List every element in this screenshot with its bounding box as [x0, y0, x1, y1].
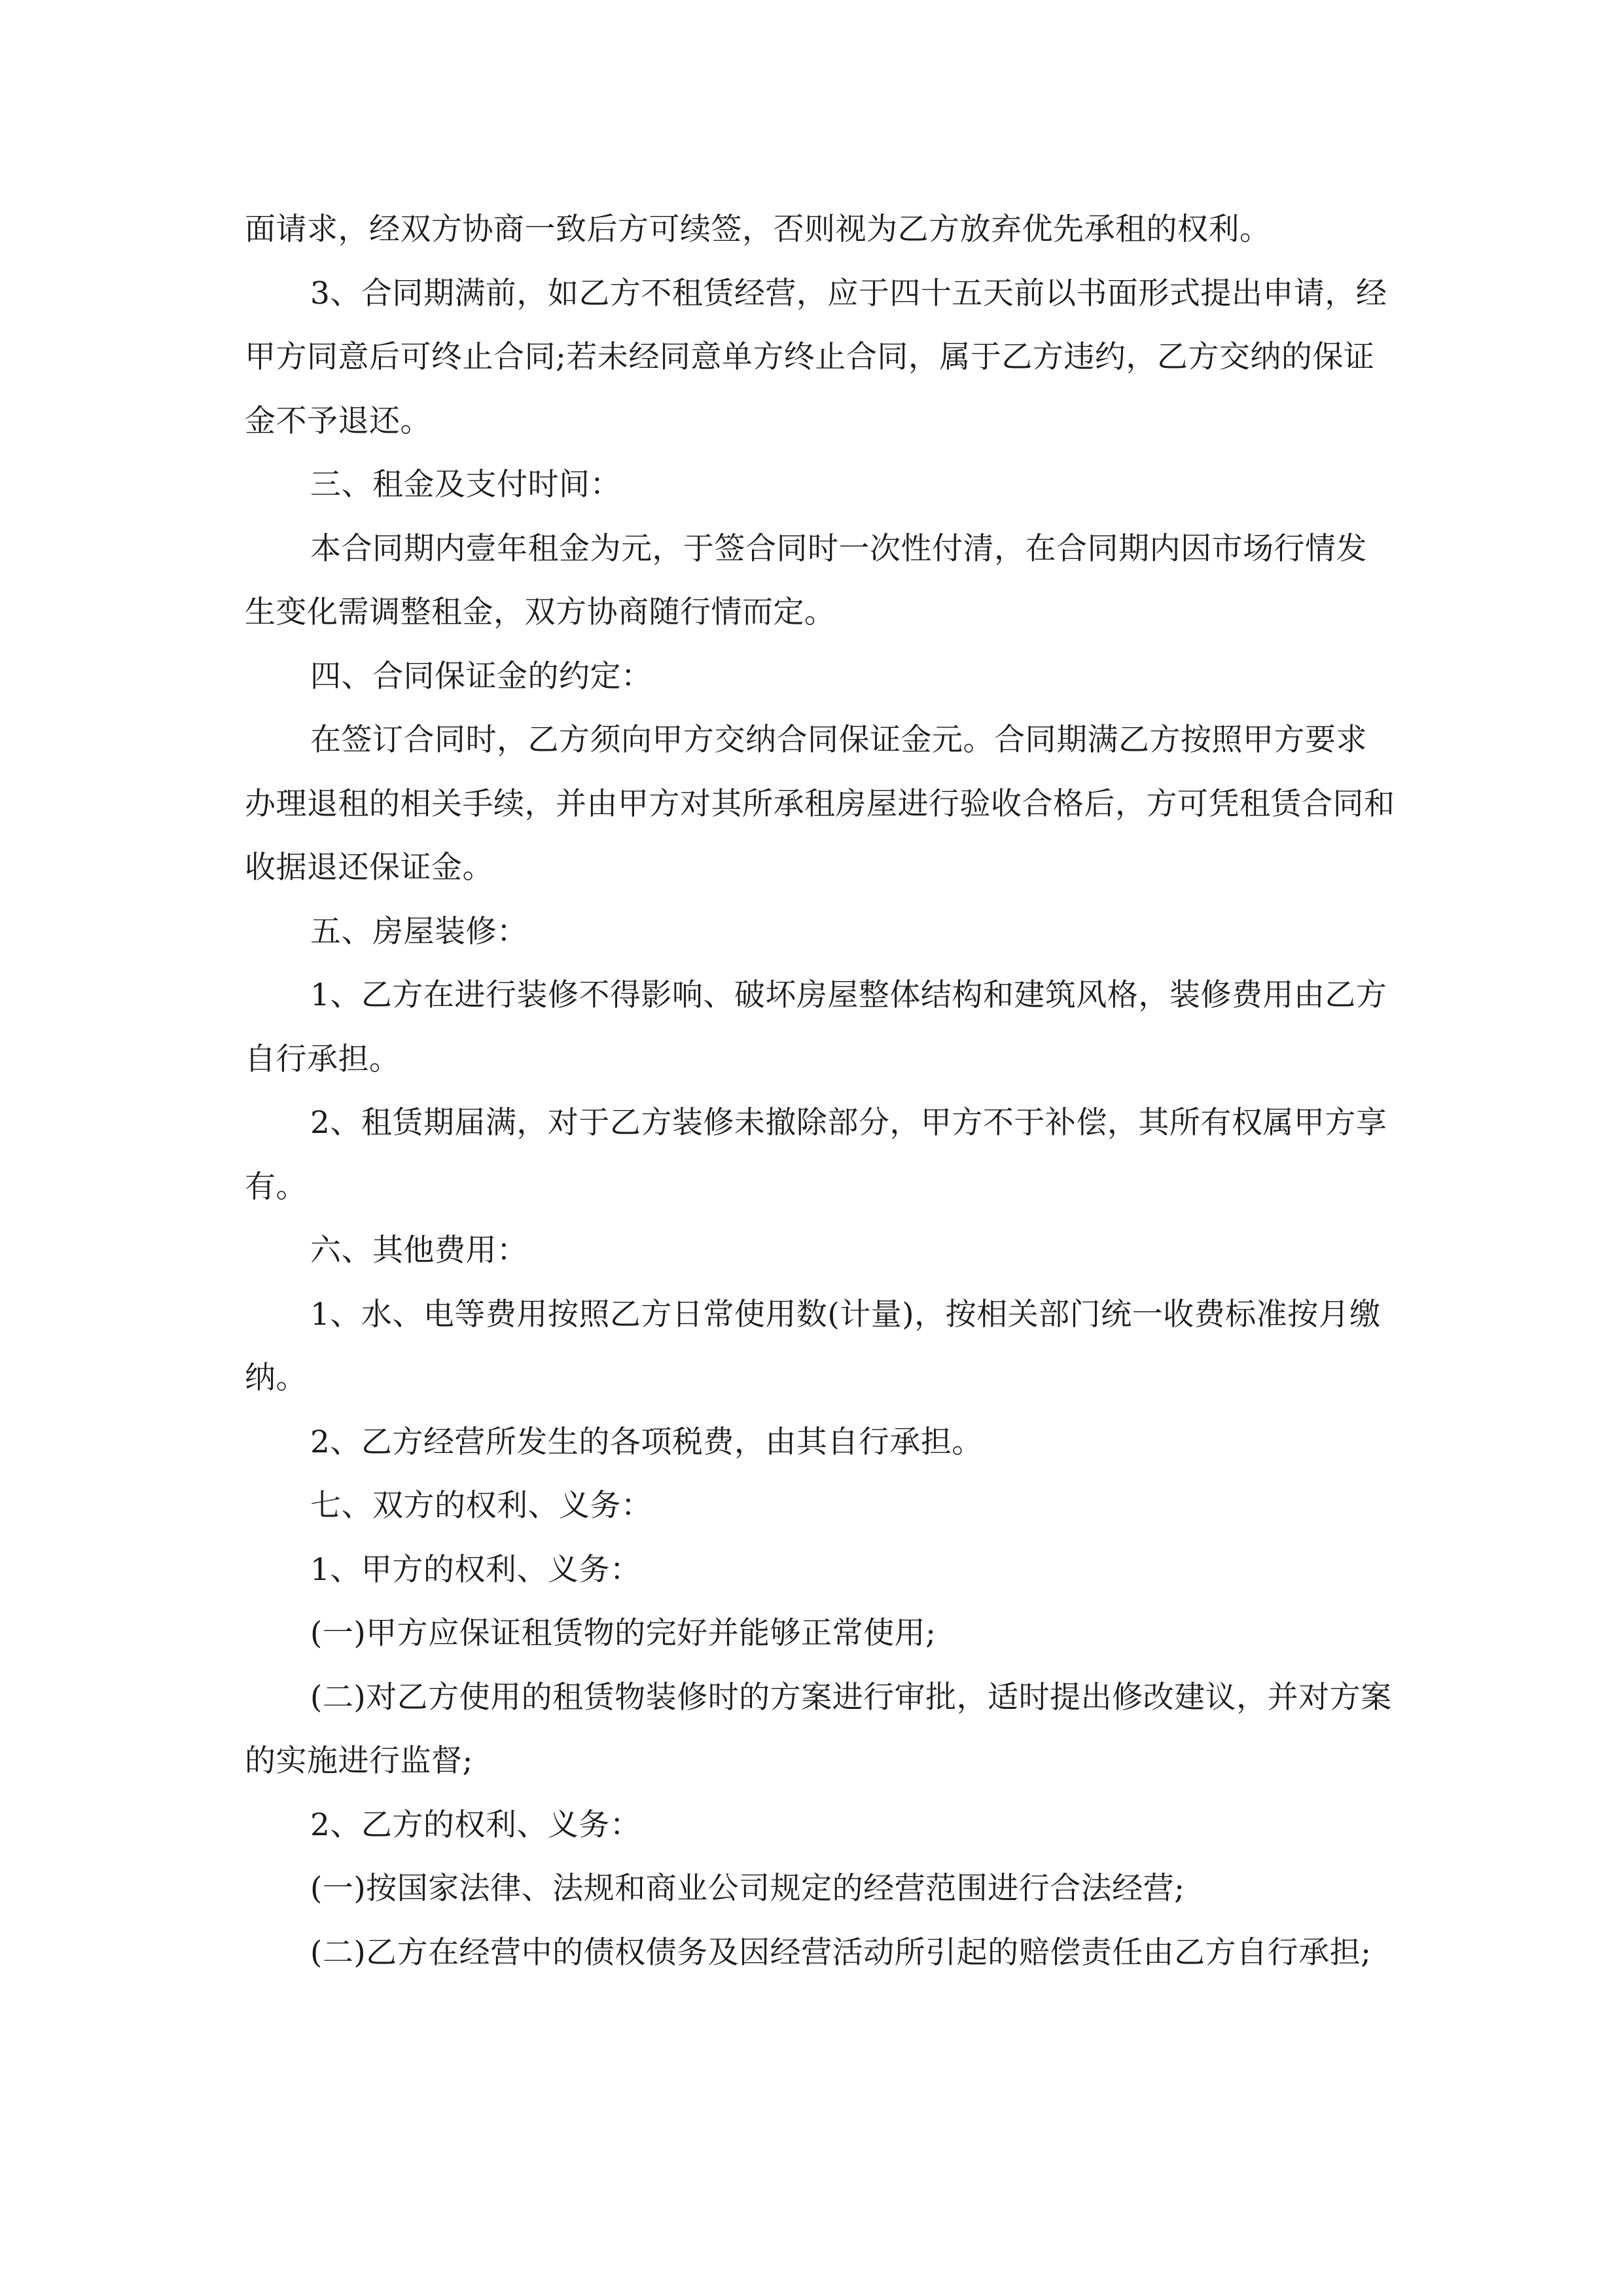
paragraph-9: 2、租赁期届满，对于乙方装修未撤除部分，甲方不于补偿，其所有权属甲方享有。: [245, 1105, 1387, 1205]
paragraph-19: (二)乙方在经营中的债权债务及因经营活动所引起的赔偿责任由乙方自行承担;: [310, 1934, 1372, 1971]
paragraph-5: 四、合同保证金的约定：: [310, 658, 652, 694]
paragraph-16: (二)对乙方使用的租赁物装修时的方案进行审批，适时提出修改建议，并对方案的实施进行监督;: [245, 1679, 1392, 1779]
paragraph-3: 三、租金及支付时间：: [310, 467, 621, 503]
paragraph-15: (一)甲方应保证租赁物的完好并能够正常使用;: [310, 1615, 936, 1651]
paragraph-14: 1、甲方的权利、义务：: [310, 1551, 641, 1588]
paragraph-8: 1、乙方在进行装修不得影响、破坏房屋整体结构和建筑风格，装修费用由乙方自行承担。: [245, 977, 1387, 1077]
paragraph-7: 五、房屋装修：: [310, 913, 528, 950]
paragraph-17: 2、乙方的权利、义务：: [310, 1806, 641, 1843]
paragraph-12: 2、乙方经营所发生的各项税费，由其自行承担。: [310, 1424, 983, 1460]
paragraph-18: (一)按国家法律、法规和商业公司规定的经营范围进行合法经营;: [310, 1871, 1185, 1907]
paragraph-1: 面请求，经双方协商一致后方可续签，否则视为乙方放弃优先承租的权利。: [245, 211, 1271, 247]
paragraph-10: 六、其他费用：: [310, 1232, 528, 1268]
document-body: [245, 198, 1397, 1984]
paragraph-11: 1、水、电等费用按照乙方日常使用数(计量)，按相关部门统一收费标准按月缴纳。: [245, 1296, 1381, 1396]
paragraph-6: 在签订合同时，乙方须向甲方交纳合同保证金元。合同期满乙方按照甲方要求办理退租的相关手续，并由甲方对其所承租房屋进行验收合格后，方可凭租赁合同和收据退还保证金。: [245, 722, 1395, 886]
paragraph-13: 七、双方的权利、义务：: [310, 1488, 652, 1524]
paragraph-2: 3、合同期满前，如乙方不租赁经营，应于四十五天前以书面形式提出申请，经甲方同意后可终止合同;若未经同意单方终止合同，属于乙方违约，乙方交纳的保证金不予退还。: [245, 275, 1387, 439]
paragraph-4: 本合同期内壹年租金为元，于签合同时一次性付清，在合同期内因市场行情发生变化需调整租金，双方协商随行情而定。: [245, 530, 1367, 630]
